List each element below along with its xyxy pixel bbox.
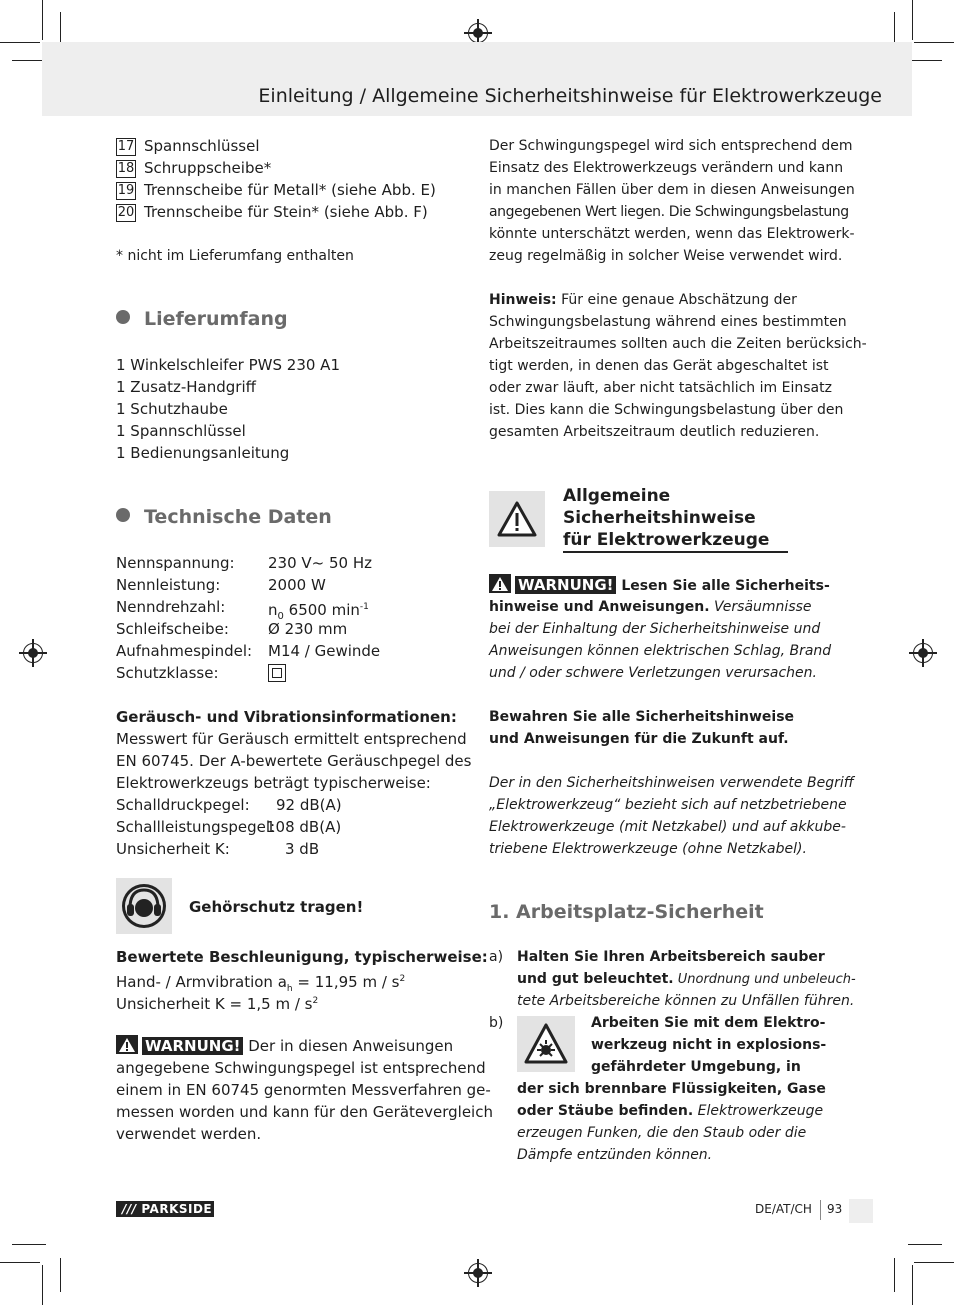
definition-text: Elektrowerkzeuge (mit Netzkabel) und auf akkube- [489,819,846,835]
paragraph-line: in manchen Fällen über dem in diesen Anweisungen [489,182,855,198]
noise-text: Messwert für Geräusch ermittelt entsprechend [116,730,467,748]
page-title: Einleitung / Allgemeine Sicherheitshinweise für Elektrowerkzeuge [258,85,882,107]
item-text: der sich brennbare Flüssigkeiten, Gase [517,1081,826,1097]
crop-mark [894,12,895,46]
paragraph-line: Der Schwingungspegel wird sich entsprechend dem [489,138,853,154]
section-heading-arbeitsplatz: 1. Arbeitsplatz-Sicherheit [489,901,764,923]
warning-text: bei der Einhaltung der Sicherheitshinweise und [489,621,821,637]
table-cell: Ø 230 mm [268,620,348,638]
list-item: 1 Zusatz-Handgriff [116,378,256,396]
ear-protection-icon [116,878,172,934]
crop-mark [0,1262,40,1263]
paragraph-line: angegebenen Wert liegen. Die Schwingungsbelastung [489,204,849,220]
list-item: 18 Schruppscheibe* [117,159,272,177]
table-row: Nennspannung: [116,554,235,572]
heading-underline [563,551,788,553]
table-row: Nennleistung: [116,576,221,594]
crop-mark [908,1244,942,1245]
list-item: 20 Trennscheibe für Stein* (siehe Abb. F) [117,203,428,221]
paragraph-line: tigt werden, in denen das Gerät abgeschaltet ist [489,358,829,374]
protection-class-icon [268,664,286,682]
bullet-icon [116,508,130,522]
vibration-heading: Bewertete Beschleunigung, typischerweise: [116,948,488,966]
paragraph-line: oder zwar läuft, aber nicht tatsächlich im Einsatz [489,380,832,396]
table-cell: Schalldruckpegel: [116,796,250,814]
crop-mark [42,0,43,40]
table-cell: 2000 W [268,576,326,594]
warning-text: und / oder schwere Verletzungen verursachen. [489,665,817,681]
item-text: gefährdeter Umgebung, in [591,1059,801,1075]
crop-mark [60,1258,61,1292]
noise-text: EN 60745. Der A-bewertete Geräuschpegel des [116,752,472,770]
crop-mark [0,42,40,43]
section-heading-lieferumfang: Lieferumfang [116,308,288,330]
paragraph-line: gesamten Arbeitszeitraum deutlich reduzieren. [489,424,820,440]
hinweis-text: Hinweis: Für eine genaue Abschätzung der [489,292,797,308]
bullet-icon [116,310,130,324]
item-text: Arbeiten Sie mit dem Elektro- [591,1015,826,1031]
warning-text: einem in EN 60745 genormten Messverfahren ge- [116,1081,491,1099]
table-cell: 108 dB(A) [266,818,342,836]
list-item: 19 Trennscheibe für Metall* (siehe Abb. E) [117,181,436,199]
ear-protection-label: Gehörschutz tragen! [189,898,364,916]
crop-mark [908,60,942,61]
warning-text: verwendet werden. [116,1125,262,1143]
item-label: b) [489,1015,504,1031]
warning-badge: WARNUNG! [515,576,616,594]
warning-text: hinweise und Anweisungen. Versäumnisse [489,599,812,615]
crop-mark [894,1258,895,1292]
registration-mark-icon [468,1263,488,1283]
page-number: 93 [827,1202,843,1216]
table-row: Aufnahmespindel: [116,642,253,660]
crop-mark [42,1265,43,1305]
table-row: Nenndrehzahl: [116,598,226,616]
warning-left: WARNUNG! Der in diesen Anweisungen [116,1035,453,1057]
safety-heading: Allgemeine [563,486,671,506]
item-text: oder Stäube befinden. Elektrowerkzeuge [517,1103,824,1119]
list-item: 1 Winkelschleifer PWS 230 A1 [116,356,340,374]
definition-text: „Elektrowerkzeug“ bezieht sich auf netzbetriebene [489,797,847,813]
table-cell: $n_0$ 6500 $\min^{-1}$ [268,601,369,622]
paragraph-line: Einsatz des Elektrowerkzeugs verändern und kann [489,160,844,176]
list-item: 1 Bedienungsanleitung [116,444,290,462]
definition-text: triebene Elektrowerkzeuge (ohne Netzkabel). [489,841,807,857]
table-row: Schutzklasse: [116,664,219,682]
vibration-uncertainty: Unsicherheit K = 1,5 m / $s^2$ [116,995,319,1013]
crop-mark [914,42,954,43]
definition-text: Der in den Sicherheitshinweisen verwendete Begriff [489,775,854,791]
paragraph-line: Arbeitszeitraumes sollten auch die Zeiten berücksich- [489,336,867,352]
vibration-value: Hand- / Armvibration $a_h = 11,95$ m / $s^2$ [116,973,406,994]
list-item: 1 Schutzhaube [116,400,228,418]
hinweis-label: Hinweis: [489,292,557,308]
keep-instructions: und Anweisungen für die Zukunft auf. [489,731,789,747]
crop-mark [912,0,913,40]
paragraph-line: könnte unterschätzt werden, wenn das Elektrowerk- [489,226,855,242]
registration-mark-icon [468,23,488,43]
warning-triangle-icon [489,491,545,547]
item-text: erzeugen Funken, die den Staub oder die [517,1125,807,1141]
item-text: und gut beleuchtet. Unordnung und unbeleuch- [517,971,856,987]
warning-text: angegebene Schwingungspegel ist entsprechend [116,1059,486,1077]
footnote: * nicht im Lieferumfang enthalten [116,248,354,264]
table-cell: M14 / Gewinde [268,642,381,660]
paragraph-line: ist. Dies kann die Schwingungsbelastung über den [489,402,844,418]
footer-divider [820,1200,821,1220]
item-text: Halten Sie Ihren Arbeitsbereich sauber [517,949,825,965]
explosion-hazard-icon [517,1016,575,1072]
table-cell: 3 dB [285,840,320,858]
section-heading-technische-daten: Technische Daten [116,506,332,528]
safety-heading: Sicherheitshinweise [563,508,756,528]
paragraph-line: zeug regelmäßig in solcher Weise verwendet wird. [489,248,843,264]
keep-instructions: Bewahren Sie alle Sicherheitshinweise [489,709,795,725]
crop-mark [912,1265,913,1305]
table-cell: Schallleistungspegel: [116,818,276,836]
page-tab [849,1199,873,1223]
warning-triangle-icon [116,1035,138,1054]
registration-mark-icon [23,643,43,663]
noise-text: Elektrowerkzeugs beträgt typischerweise: [116,774,431,792]
crop-mark [12,1244,46,1245]
table-row: Schleifscheibe: [116,620,229,638]
list-item: 1 Spannschlüssel [116,422,246,440]
crop-mark [60,12,61,46]
crop-mark [12,60,46,61]
item-label: a) [489,949,504,965]
registration-mark-icon [913,643,933,663]
warning-right: WARNUNG! Lesen Sie alle Sicherheits- [489,574,830,597]
warning-badge: WARNUNG! [142,1037,243,1055]
safety-heading: für Elektrowerkzeuge [563,530,770,550]
crop-mark [914,1262,954,1263]
noise-heading: Geräusch- und Vibrationsinformationen: [116,708,457,726]
list-item: 17 Spannschlüssel [117,137,260,155]
item-text: werkzeug nicht in explosions- [591,1037,827,1053]
footer-region: DE/AT/CH [755,1202,812,1216]
table-cell: 230 V~ 50 Hz [268,554,373,572]
table-cell: Unsicherheit K: [116,840,230,858]
warning-text: messen worden und kann für den Gerätevergleich [116,1103,493,1121]
warning-text: Anweisungen können elektrischen Schlag, Brand [489,643,832,659]
item-text: tete Arbeitsbereiche können zu Unfällen führen. [517,993,855,1009]
paragraph-line: Schwingungsbelastung während eines bestimmten [489,314,847,330]
table-cell: 92 dB(A) [276,796,342,814]
warning-triangle-icon [489,574,511,593]
item-text: Dämpfe entzünden können. [517,1147,713,1163]
brand-logo: /// PARKSIDE [116,1201,214,1217]
